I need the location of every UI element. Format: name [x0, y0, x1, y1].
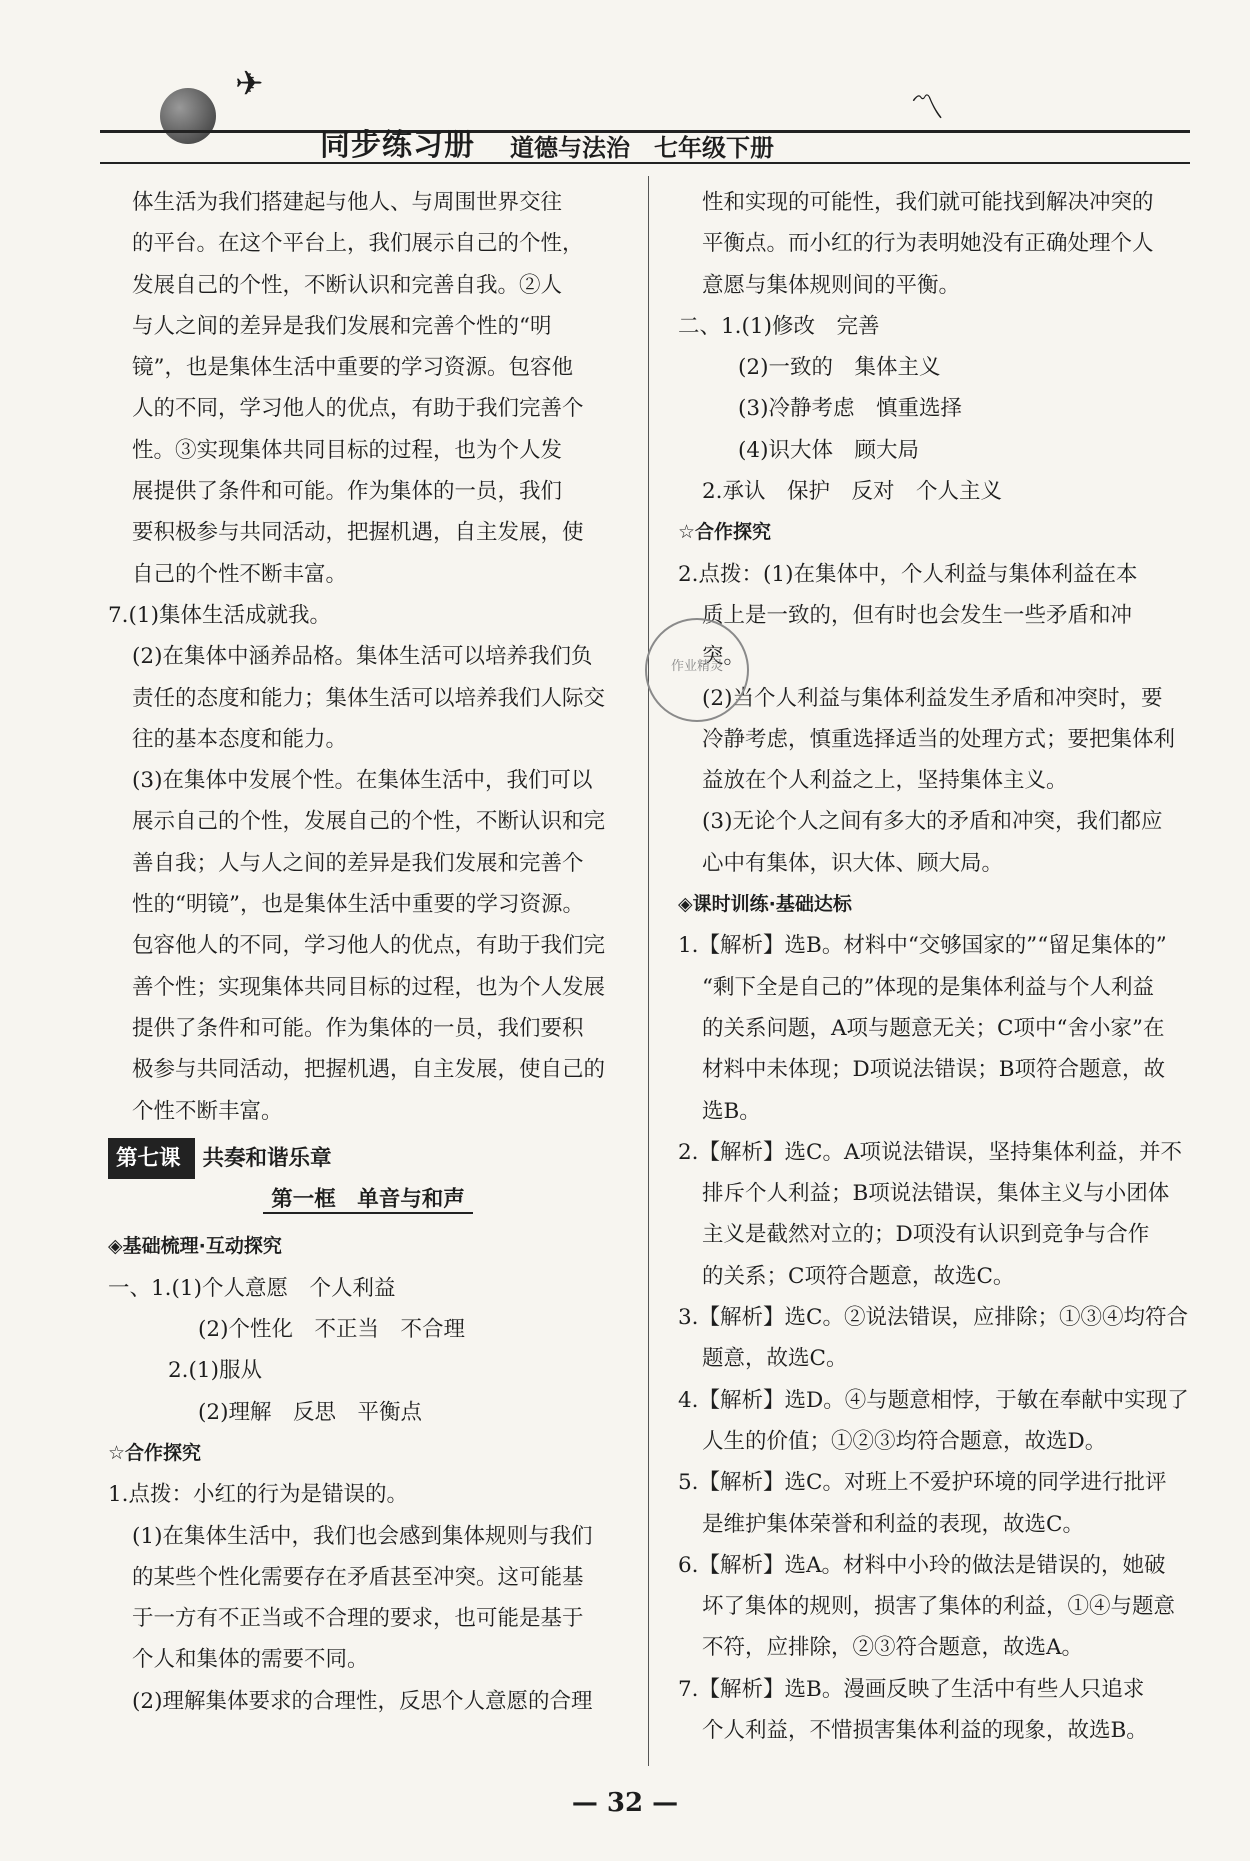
text-line: 2.承认 保护 反对 个人主义 — [702, 479, 1003, 505]
text-line: (2)一致的 集体主义 — [738, 355, 941, 381]
text-line: 性的“明镜”，也是集体生活中重要的学习资源。 — [132, 892, 584, 918]
text-line: 质上是一致的，但有时也会发生一些矛盾和冲 — [702, 602, 1133, 628]
text-line: 主义是截然对立的；D项没有认识到竞争与合作 — [702, 1222, 1150, 1248]
text-line: 个人和集体的需要不同。 — [132, 1647, 369, 1673]
text-line: 性和实现的可能性，我们就可能找到解决冲突的 — [702, 190, 1154, 215]
text-line: 展示自己的个性，发展自己的个性，不断认识和完 — [132, 809, 606, 835]
right-main-text — [678, 182, 1190, 512]
text-line: 责任的态度和能力；集体生活可以培养我们人际交 — [132, 685, 606, 711]
text-line: (3)在集体中发展个性。在集体生活中，我们可以 — [132, 768, 593, 794]
lesson-label: 第七课 — [108, 1138, 195, 1179]
page-header — [100, 64, 1190, 170]
text-line: 7.(1)集体生活成就我。 — [108, 602, 331, 628]
text-line: “剩下全是自己的”体现的是集体利益与个人利益 — [702, 974, 1154, 1000]
section-heading: ◈基础梳理·互动探究 — [108, 1235, 282, 1258]
text-line: 1.点拨：小红的行为是错误的。 — [108, 1482, 409, 1508]
text-line: 性。③实现集体共同目标的过程，也为个人发 — [132, 437, 563, 463]
text-line: 一、1.(1)个人意愿 个人利益 — [108, 1275, 396, 1301]
text-line: 益放在个人利益之上，坚持集体主义。 — [702, 768, 1068, 794]
text-line: (2)理解集体要求的合理性，反思个人意愿的合理 — [132, 1688, 593, 1714]
text-line: 要积极参与共同活动，把握机遇，自主发展，使 — [132, 520, 584, 546]
right-column — [678, 182, 1190, 1751]
right-section2-list — [678, 925, 1190, 1751]
globe-icon — [160, 88, 216, 144]
page-number: — 32 — — [571, 1788, 679, 1818]
text-line: 的关系；C项符合题意，故选C。 — [702, 1263, 1015, 1289]
text-line: 2.【解析】选C。A项说法错误，坚持集体利益，并不 — [678, 1139, 1182, 1165]
text-line: 7.【解析】选B。漫画反映了生活中有些人只追求 — [678, 1676, 1145, 1702]
text-line: (3)无论个人之间有多大的矛盾和冲突，我们都应 — [702, 809, 1163, 835]
left-column — [108, 182, 628, 1722]
right-section1-list — [678, 554, 1190, 884]
book-subject: 道德与法治 七年级下册 — [510, 134, 774, 162]
text-line: 善个性；实现集体共同目标的过程，也为个人发展 — [132, 974, 606, 1000]
text-line: 排斥个人利益；B项说法错误，集体主义与小团体 — [702, 1181, 1170, 1207]
text-line: 6.【解析】选A。材料中小玲的做法是错误的，她破 — [678, 1552, 1166, 1578]
text-line: 选B。 — [702, 1098, 761, 1124]
text-line: 的某些个性化需要存在矛盾甚至冲突。这可能基 — [132, 1564, 584, 1590]
left-main-text — [108, 182, 628, 1132]
text-line: 体生活为我们搭建起与他人、与周围世界交往 — [132, 190, 563, 215]
lesson-heading — [108, 1138, 628, 1179]
text-line: (2)个性化 不正当 不合理 — [198, 1317, 465, 1343]
text-line: 5.【解析】选C。对班上不爱护环境的同学进行批评 — [678, 1470, 1167, 1496]
lesson-title: 共奏和谐乐章 — [202, 1145, 332, 1171]
text-line: 4.【解析】选D。④与题意相悖，于敏在奉献中实现了 — [678, 1387, 1189, 1413]
section-heading: ☆合作探究 — [678, 521, 772, 544]
text-line: 个性不断丰富。 — [132, 1098, 283, 1124]
text-line: 展提供了条件和可能。作为集体的一员，我们 — [132, 479, 563, 505]
left-section1-list — [108, 1268, 628, 1433]
text-line: 不符，应排除，②③符合题意，故选A。 — [702, 1635, 1084, 1661]
text-line: 坏了集体的规则，损害了集体的利益，①④与题意 — [702, 1594, 1176, 1620]
text-line: 题意，故选C。 — [702, 1346, 848, 1372]
text-line: 二、1.(1)修改 完善 — [678, 313, 880, 339]
text-line: 平衡点。而小红的行为表明她没有正确处理个人 — [702, 231, 1154, 257]
text-line: 意愿与集体规则间的平衡。 — [702, 272, 961, 298]
text-line: 3.【解析】选C。②说法错误，应排除；①③④均符合 — [678, 1305, 1188, 1331]
text-line: 包容他人的不同，学习他人的优点，有助于我们完 — [132, 933, 606, 959]
stamp-seal: 作业精灵 — [645, 618, 749, 722]
birds-icon: 〽 — [910, 88, 944, 128]
text-line: (2)理解 反思 平衡点 — [198, 1399, 422, 1425]
text-line: 人生的价值；①②③均符合题意，故选D。 — [702, 1428, 1107, 1454]
text-line: 于一方有不正当或不合理的要求，也可能是基于 — [132, 1606, 584, 1632]
section-heading: ☆合作探究 — [108, 1441, 202, 1464]
text-line: 极参与共同活动，把握机遇，自主发展，使自己的 — [132, 1057, 606, 1083]
text-line: 心中有集体，识大体、顾大局。 — [702, 850, 1004, 876]
text-line: 材料中未体现；D项说法错误；B项符合题意，故 — [702, 1057, 1166, 1083]
paper-plane-icon: ✈ — [235, 64, 264, 104]
text-line: 往的基本态度和能力。 — [132, 726, 348, 752]
text-line: 是维护集体荣誉和利益的表现，故选C。 — [702, 1511, 1084, 1537]
text-line: 个人利益，不惜损害集体利益的现象，故选B。 — [702, 1717, 1148, 1743]
text-line: 镜”，也是集体生活中重要的学习资源。包容他 — [132, 355, 573, 381]
text-line: 突。 — [702, 644, 746, 670]
text-line: 2.(1)服从 — [168, 1358, 262, 1384]
left-section2-list — [108, 1474, 628, 1722]
text-line: 人的不同，学习他人的优点，有助于我们完善个 — [132, 396, 584, 422]
text-line: 的平台。在这个平台上，我们展示自己的个性， — [132, 231, 584, 257]
text-line: (3)冷静考虑 慎重选择 — [738, 396, 962, 422]
text-line: 1.【解析】选B。材料中“交够国家的”“留足集体的” — [678, 933, 1167, 959]
text-line: 善自我；人与人之间的差异是我们发展和完善个 — [132, 850, 584, 876]
book-title: 同步练习册 — [320, 128, 475, 163]
text-line: (4)识大体 顾大局 — [738, 437, 919, 463]
text-line: 发展自己的个性，不断认识和完善自我。②人 — [132, 272, 563, 298]
text-line: (2)在集体中涵养品格。集体生活可以培养我们负 — [132, 644, 593, 670]
text-line: 2.点拨：(1)在集体中，个人利益与集体利益在本 — [678, 561, 1138, 587]
text-line: 冷静考虑，慎重选择适当的处理方式；要把集体利 — [702, 726, 1176, 752]
text-line: 自己的个性不断丰富。 — [132, 561, 348, 587]
column-divider — [648, 176, 649, 1766]
text-line: 与人之间的差异是我们发展和完善个性的“明 — [132, 313, 552, 339]
section-heading: ◈课时训练·基础达标 — [678, 893, 852, 916]
frame-title: 第一框 单音与和声 — [108, 1179, 628, 1220]
text-line: 提供了条件和可能。作为集体的一员，我们要积 — [132, 1015, 584, 1041]
text-line: 的关系问题，A项与题意无关；C项中“舍小家”在 — [702, 1015, 1165, 1041]
text-line: (1)在集体生活中，我们也会感到集体规则与我们 — [132, 1523, 593, 1549]
text-line: (2)当个人利益与集体利益发生矛盾和冲突时，要 — [702, 685, 1163, 711]
